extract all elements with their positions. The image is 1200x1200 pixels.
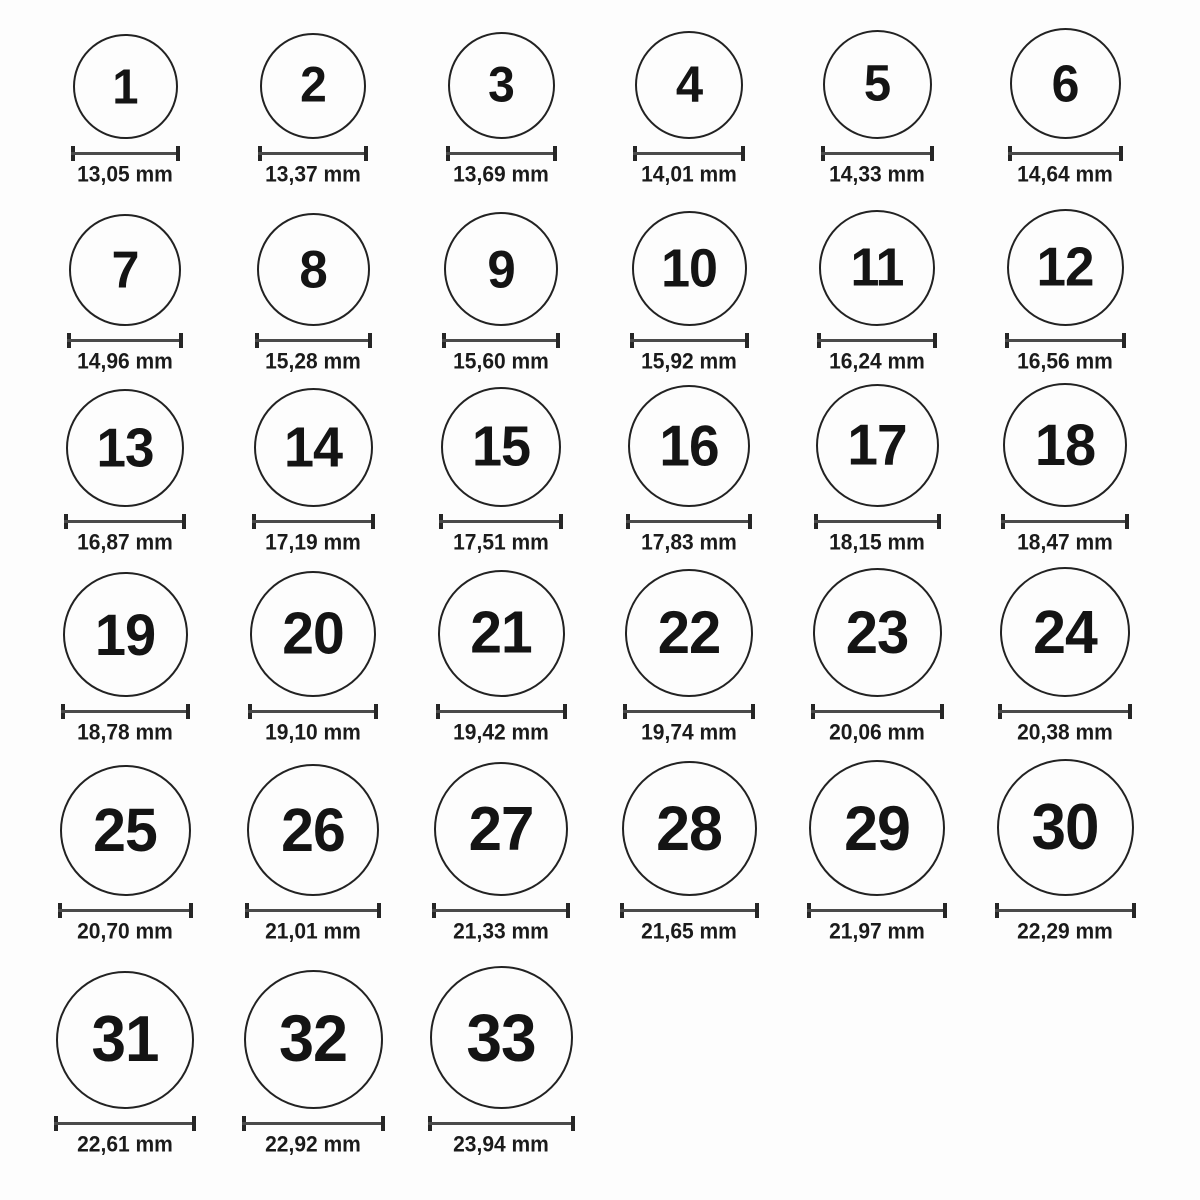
ruler-line	[258, 152, 368, 155]
ruler-right-tick	[755, 903, 759, 918]
ring-size-number: 19	[94, 601, 156, 667]
diameter-ruler	[998, 704, 1132, 719]
diameter-label: 14,01 mm	[641, 162, 737, 187]
ring-size-item	[407, 212, 595, 372]
diameter-ruler	[248, 704, 378, 719]
diameter-ruler	[623, 704, 755, 719]
ruler-line	[245, 909, 381, 912]
ruler-right-tick	[930, 146, 934, 161]
ruler-line	[620, 909, 759, 912]
ruler-right-tick	[368, 333, 372, 348]
diameter-label: 22,29 mm	[1017, 919, 1113, 944]
ring-chart-row	[0, 190, 1200, 380]
ruler-right-tick	[1128, 704, 1132, 719]
diameter-ruler	[255, 333, 372, 348]
ruler-right-tick	[741, 146, 745, 161]
diameter-label: 17,51 mm	[453, 530, 549, 555]
ring-size-number: 27	[468, 793, 534, 864]
ring-size-item	[219, 33, 407, 185]
ruler-line	[58, 909, 193, 912]
diameter-ruler	[995, 903, 1136, 918]
ruler-right-tick	[1132, 903, 1136, 918]
ring-size-item	[407, 762, 595, 942]
ruler-right-tick	[176, 146, 180, 161]
ring-circle	[250, 571, 376, 697]
ring-circle	[1000, 567, 1130, 697]
ring-chart-row	[0, 380, 1200, 572]
diameter-label: 14,96 mm	[77, 349, 173, 374]
ruler-right-tick	[933, 333, 937, 348]
ring-size-item	[783, 760, 971, 942]
ruler-right-tick	[364, 146, 368, 161]
diameter-label: 20,38 mm	[1017, 720, 1113, 745]
diameter-label: 14,64 mm	[1017, 162, 1113, 187]
ring-size-item	[971, 567, 1159, 743]
diameter-label: 16,56 mm	[1017, 349, 1113, 374]
diameter-ruler	[442, 333, 560, 348]
diameter-label: 14,33 mm	[829, 162, 925, 187]
ruler-line	[248, 710, 378, 713]
ring-circle	[63, 572, 188, 697]
diameter-ruler	[1008, 146, 1123, 161]
ring-size-number: 25	[93, 795, 157, 865]
diameter-label: 22,61 mm	[77, 1132, 173, 1157]
diameter-ruler	[807, 903, 947, 918]
ruler-right-tick	[751, 704, 755, 719]
diameter-ruler	[633, 146, 745, 161]
ruler-line	[64, 520, 186, 523]
diameter-ruler	[58, 903, 193, 918]
ruler-line	[242, 1122, 385, 1125]
ruler-line	[998, 710, 1132, 713]
diameter-label: 17,19 mm	[265, 530, 361, 555]
ring-size-number: 26	[281, 795, 345, 864]
ruler-right-tick	[745, 333, 749, 348]
ring-size-number: 30	[1031, 791, 1099, 863]
ruler-line	[623, 710, 755, 713]
ruler-line	[817, 339, 937, 342]
ring-circle	[66, 389, 184, 507]
ring-size-item	[407, 570, 595, 743]
ring-circle	[816, 384, 939, 507]
diameter-label: 20,70 mm	[77, 919, 173, 944]
ruler-line	[446, 152, 557, 155]
ring-circle	[244, 970, 383, 1109]
ruler-right-tick	[559, 514, 563, 529]
diameter-ruler	[620, 903, 759, 918]
diameter-ruler	[1001, 514, 1129, 529]
ring-size-item	[595, 761, 783, 942]
ring-size-number: 14	[283, 416, 343, 479]
diameter-ruler	[817, 333, 937, 348]
diameter-ruler	[67, 333, 183, 348]
ring-circle	[430, 966, 573, 1109]
ruler-line	[67, 339, 183, 342]
ruler-line	[442, 339, 560, 342]
diameter-label: 19,42 mm	[453, 720, 549, 745]
ring-circle	[1010, 28, 1121, 139]
ring-size-number: 22	[657, 598, 721, 667]
ring-size-number: 7	[111, 240, 139, 300]
diameter-ruler	[54, 1116, 196, 1131]
ruler-line	[626, 520, 752, 523]
ring-circle	[622, 761, 757, 896]
ruler-right-tick	[179, 333, 183, 348]
ring-size-item	[971, 759, 1159, 942]
diameter-ruler	[71, 146, 180, 161]
ruler-line	[432, 909, 570, 912]
diameter-ruler	[1005, 333, 1126, 348]
ruler-right-tick	[566, 903, 570, 918]
ruler-right-tick	[374, 704, 378, 719]
diameter-ruler	[245, 903, 381, 918]
diameter-ruler	[64, 514, 186, 529]
diameter-label: 15,28 mm	[265, 349, 361, 374]
diameter-label: 15,60 mm	[453, 349, 549, 374]
ring-circle	[813, 568, 942, 697]
diameter-label: 13,05 mm	[77, 162, 173, 187]
ring-size-item	[407, 32, 595, 185]
diameter-label: 23,94 mm	[453, 1132, 549, 1157]
ring-size-item	[971, 28, 1159, 185]
ring-chart-row	[0, 572, 1200, 765]
ring-size-number: 33	[466, 1000, 536, 1075]
diameter-label: 18,47 mm	[1017, 530, 1113, 555]
ruler-line	[811, 710, 944, 713]
diameter-ruler	[626, 514, 752, 529]
ring-circle	[628, 385, 750, 507]
diameter-ruler	[436, 704, 567, 719]
ring-size-number: 12	[1036, 236, 1094, 299]
ruler-right-tick	[940, 704, 944, 719]
diameter-ruler	[428, 1116, 575, 1131]
diameter-label: 21,01 mm	[265, 919, 361, 944]
ring-circle	[1003, 383, 1127, 507]
ring-circle	[1007, 209, 1124, 326]
ring-size-item	[783, 568, 971, 743]
diameter-ruler	[432, 903, 570, 918]
ruler-line	[1001, 520, 1129, 523]
ring-size-number: 29	[844, 792, 910, 863]
ruler-line	[1005, 339, 1126, 342]
ruler-right-tick	[571, 1116, 575, 1131]
ring-size-number: 17	[847, 412, 907, 478]
ring-size-item	[595, 385, 783, 553]
ruler-line	[252, 520, 375, 523]
ring-size-item	[219, 970, 407, 1155]
ring-size-item	[31, 572, 219, 743]
ring-circle	[444, 212, 558, 326]
ruler-right-tick	[1122, 333, 1126, 348]
ring-circle	[434, 762, 568, 896]
ruler-right-tick	[748, 514, 752, 529]
diameter-label: 16,87 mm	[77, 530, 173, 555]
diameter-label: 15,92 mm	[641, 349, 737, 374]
ruler-right-tick	[1119, 146, 1123, 161]
ring-circle	[60, 765, 191, 896]
ring-size-number: 16	[659, 413, 719, 478]
diameter-ruler	[242, 1116, 385, 1131]
ring-chart-row	[0, 765, 1200, 962]
ruler-right-tick	[182, 514, 186, 529]
ruler-right-tick	[377, 903, 381, 918]
diameter-label: 21,33 mm	[453, 919, 549, 944]
diameter-label: 21,65 mm	[641, 919, 737, 944]
diameter-label: 17,83 mm	[641, 530, 737, 555]
diameter-ruler	[821, 146, 934, 161]
ring-size-item	[783, 384, 971, 553]
ring-size-item	[595, 31, 783, 185]
ring-circle	[56, 971, 194, 1109]
ring-size-number: 24	[1033, 597, 1097, 666]
ring-size-number: 20	[282, 600, 344, 667]
diameter-ruler	[61, 704, 190, 719]
ring-size-item	[31, 34, 219, 185]
ring-size-number: 8	[299, 239, 327, 300]
ruler-line	[255, 339, 372, 342]
ring-size-number: 23	[845, 598, 909, 666]
diameter-ruler	[814, 514, 941, 529]
ring-size-item	[783, 210, 971, 372]
ring-size-number: 2	[300, 57, 326, 114]
ring-size-number: 6	[1051, 54, 1079, 113]
ring-circle	[448, 32, 555, 139]
ruler-line	[54, 1122, 196, 1125]
ruler-line	[630, 339, 749, 342]
ring-chart-row	[0, 962, 1200, 1200]
ring-circle	[635, 31, 743, 139]
ring-size-number: 21	[470, 599, 532, 667]
ruler-right-tick	[553, 146, 557, 161]
ring-circle	[625, 569, 753, 697]
ring-size-number: 3	[488, 57, 514, 113]
ruler-line	[71, 152, 180, 155]
ring-size-item	[783, 30, 971, 185]
diameter-ruler	[446, 146, 557, 161]
ring-size-item	[219, 764, 407, 942]
ring-circle	[257, 213, 370, 326]
ruler-line	[633, 152, 745, 155]
ring-size-item	[31, 389, 219, 553]
ring-size-number: 1	[112, 58, 138, 115]
diameter-ruler	[252, 514, 375, 529]
diameter-label: 18,78 mm	[77, 720, 173, 745]
ring-circle	[819, 210, 935, 326]
diameter-ruler	[630, 333, 749, 348]
ruler-right-tick	[381, 1116, 385, 1131]
ruler-right-tick	[563, 704, 567, 719]
ring-size-item	[971, 383, 1159, 553]
ring-size-number: 5	[863, 55, 891, 113]
diameter-label: 13,69 mm	[453, 162, 549, 187]
ring-size-item	[595, 211, 783, 372]
ring-circle	[69, 214, 181, 326]
ring-circle	[997, 759, 1134, 896]
diameter-label: 18,15 mm	[829, 530, 925, 555]
ring-circle	[823, 30, 932, 139]
ring-size-number: 18	[1034, 411, 1096, 478]
ring-size-item	[219, 388, 407, 553]
ruler-line	[439, 520, 563, 523]
ruler-right-tick	[186, 704, 190, 719]
ring-circle	[438, 570, 565, 697]
ruler-line	[1008, 152, 1123, 155]
diameter-label: 19,74 mm	[641, 720, 737, 745]
ring-circle	[73, 34, 178, 139]
ring-size-number: 13	[96, 417, 154, 479]
ring-size-number: 32	[278, 1002, 348, 1076]
ring-circle	[441, 387, 561, 507]
ring-circle	[254, 388, 373, 507]
ring-size-item	[971, 209, 1159, 372]
ring-size-item	[31, 765, 219, 942]
diameter-ruler	[258, 146, 368, 161]
ruler-right-tick	[1125, 514, 1129, 529]
ring-size-item	[31, 971, 219, 1155]
ring-size-item	[595, 569, 783, 743]
diameter-label: 21,97 mm	[829, 919, 925, 944]
ruler-line	[807, 909, 947, 912]
ring-size-item	[407, 387, 595, 553]
ruler-right-tick	[189, 903, 193, 918]
ruler-line	[995, 909, 1136, 912]
ring-circle	[809, 760, 945, 896]
ruler-line	[436, 710, 567, 713]
ring-size-item	[407, 966, 595, 1155]
ring-size-item	[31, 214, 219, 372]
ring-circle	[247, 764, 379, 896]
ruler-right-tick	[556, 333, 560, 348]
ring-circle	[632, 211, 747, 326]
diameter-ruler	[811, 704, 944, 719]
ruler-line	[61, 710, 190, 713]
ruler-right-tick	[371, 514, 375, 529]
ring-size-number: 9	[487, 239, 515, 299]
ring-size-item	[219, 213, 407, 372]
diameter-label: 16,24 mm	[829, 349, 925, 374]
ruler-line	[814, 520, 941, 523]
diameter-ruler	[439, 514, 563, 529]
diameter-label: 13,37 mm	[265, 162, 361, 187]
ring-size-number: 31	[91, 1003, 159, 1076]
ring-size-number: 11	[850, 237, 904, 299]
diameter-label: 22,92 mm	[265, 1132, 361, 1157]
diameter-label: 20,06 mm	[829, 720, 925, 745]
ring-size-number: 15	[471, 415, 531, 479]
ring-chart-row	[0, 0, 1200, 190]
ruler-line	[428, 1122, 575, 1125]
ruler-line	[821, 152, 934, 155]
diameter-label: 19,10 mm	[265, 720, 361, 745]
ring-circle	[260, 33, 366, 139]
ring-size-number: 10	[661, 238, 717, 299]
ruler-right-tick	[192, 1116, 196, 1131]
ring-size-item	[219, 571, 407, 743]
ring-size-number: 28	[656, 792, 722, 864]
ruler-right-tick	[937, 514, 941, 529]
ring-size-number: 4	[675, 56, 703, 113]
ruler-right-tick	[943, 903, 947, 918]
